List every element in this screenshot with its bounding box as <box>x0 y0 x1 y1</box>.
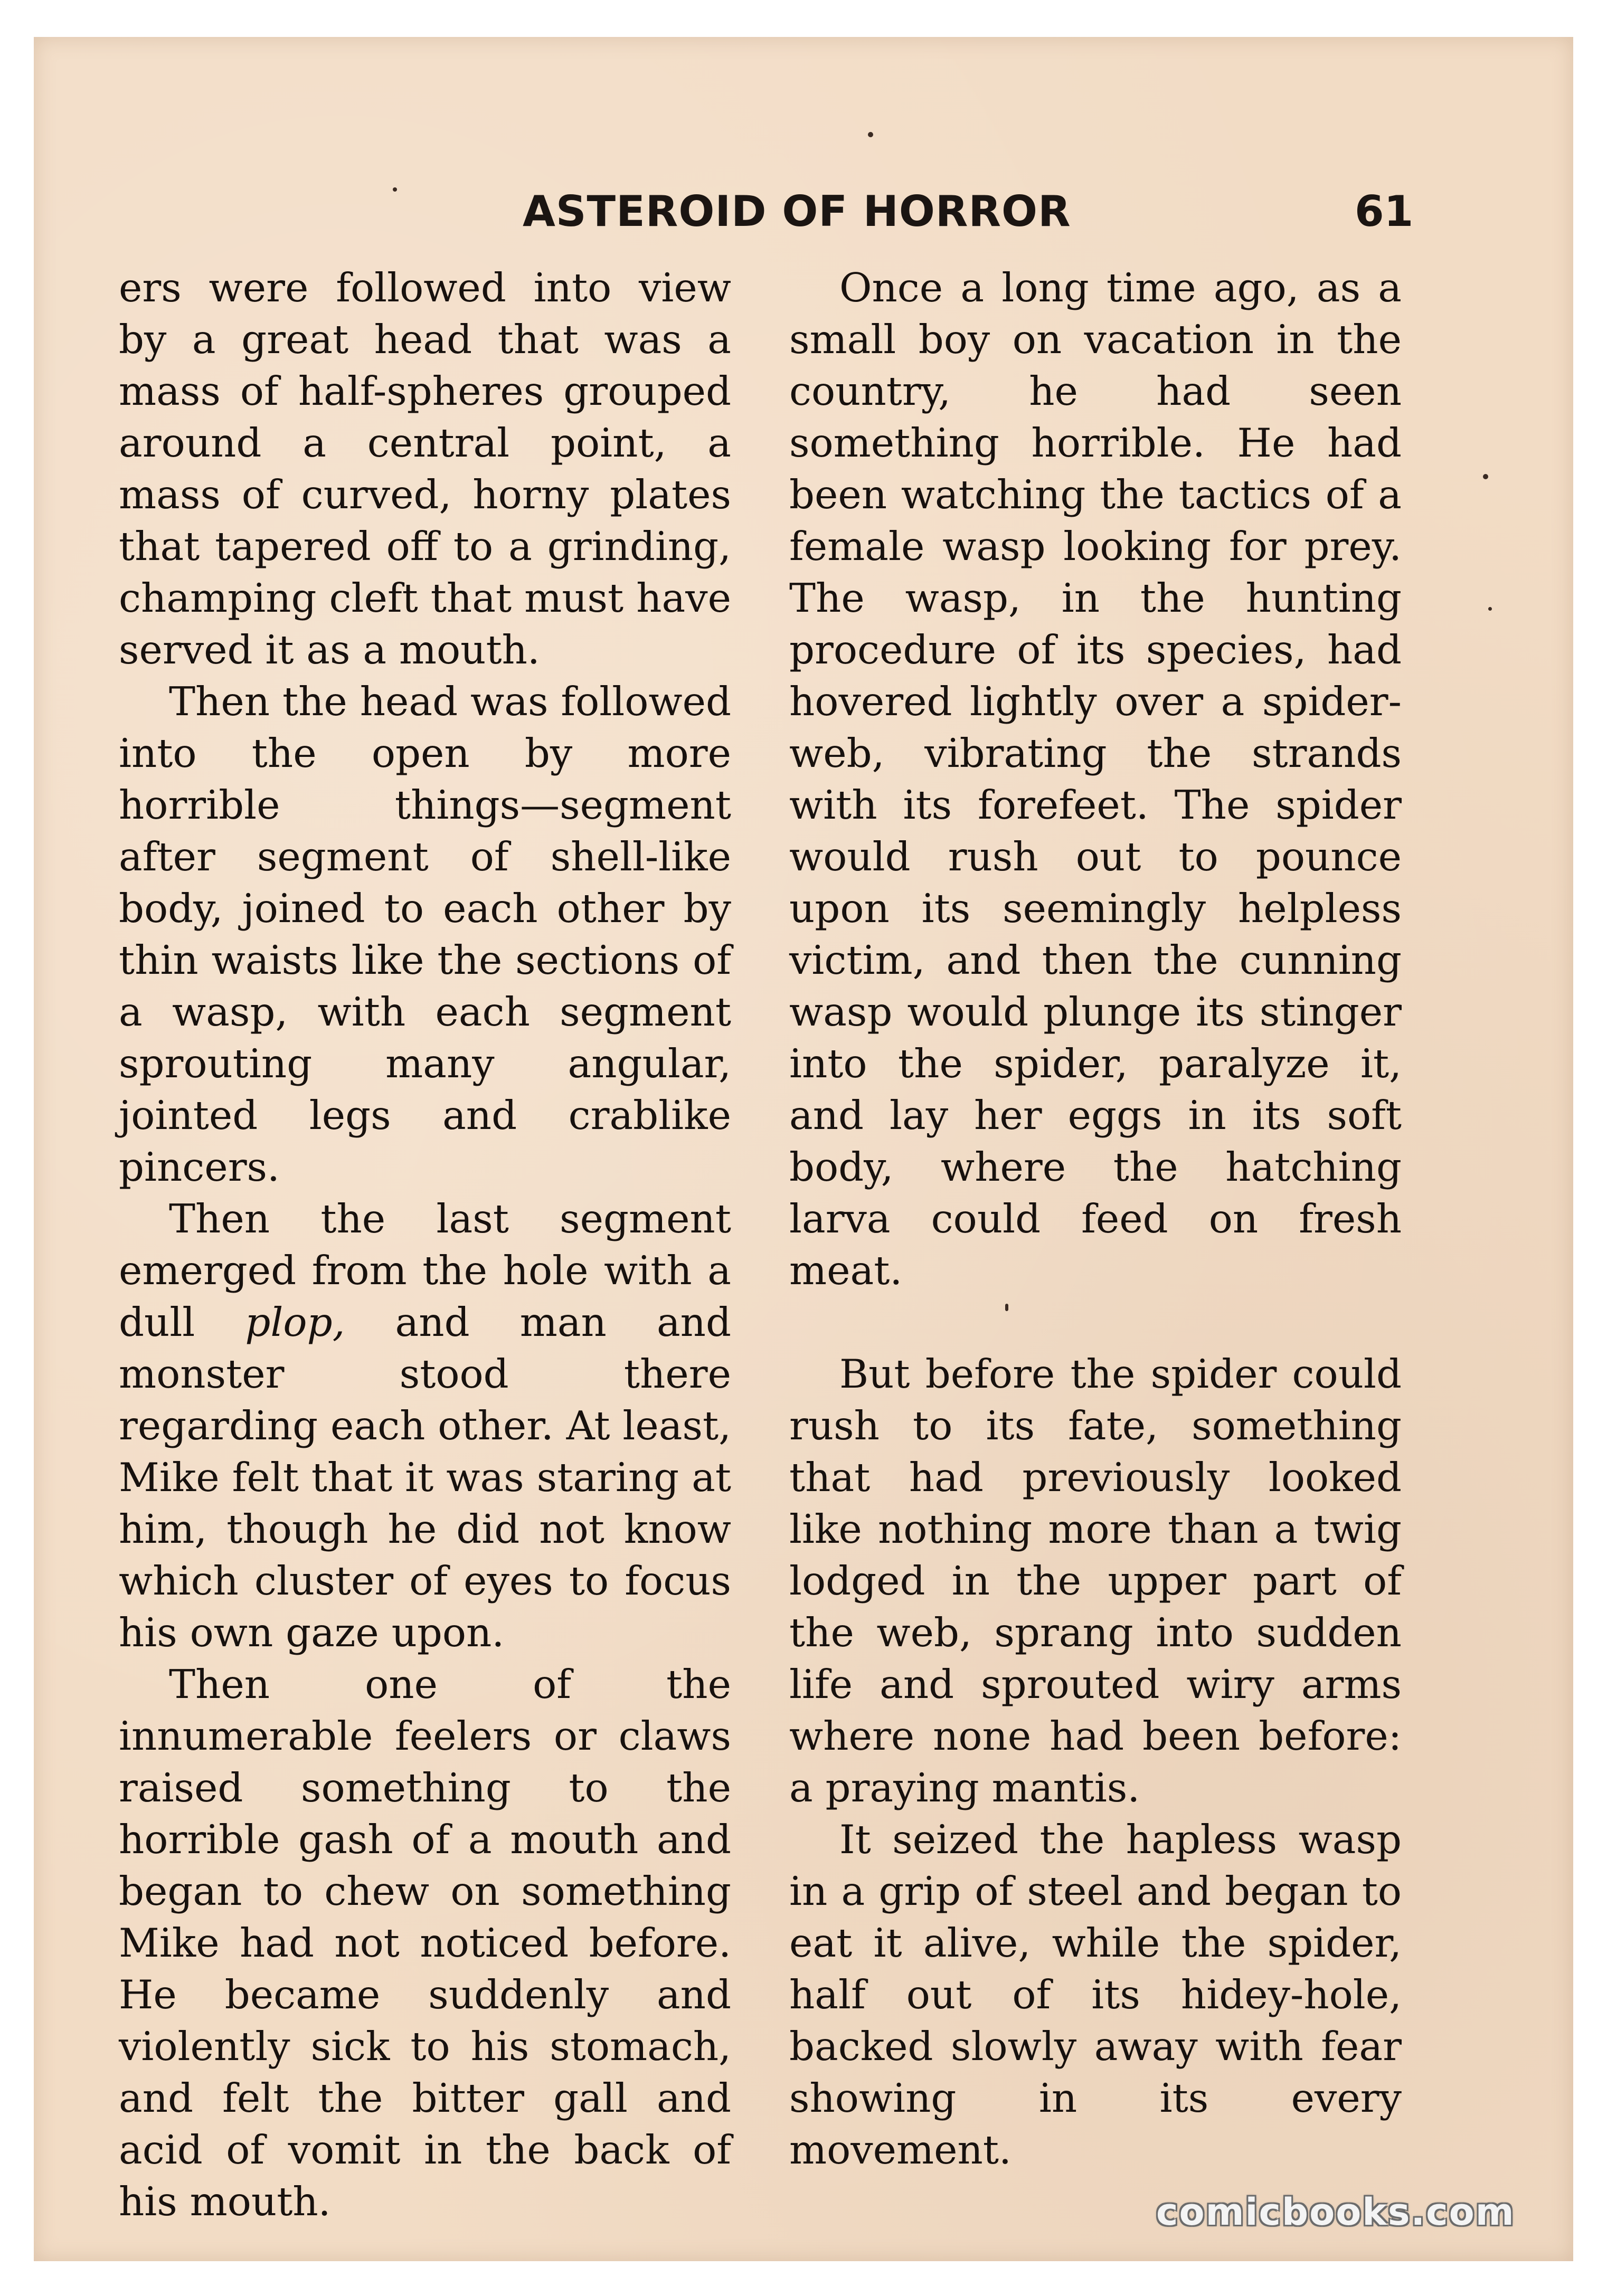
page-number: 61 <box>1355 187 1414 236</box>
left-column <box>119 262 731 2227</box>
paragraph: But before the spider could rush to its fate, something that had previously looked like nothing more than a twig lodged in the upper part of the web, sprang into sudden life and sprouted wiry arms where none had been before: a praying mantis. <box>789 1351 1402 1811</box>
ink-speck <box>1005 1304 1008 1311</box>
running-title: ASTEROID OF HORROR <box>523 187 1071 236</box>
italic-word: plop, <box>245 1299 345 1345</box>
ink-speck <box>393 187 397 192</box>
book-page <box>34 37 1573 2261</box>
running-header <box>34 187 1573 245</box>
paragraph: Once a long time ago, as a small boy on vacation in the country, he had seen something horrible. He had been watching the tactics of a female wasp looking for prey. The wasp, in the hunting procedure of its species, had hovered lightly over a spider-web, vibrating the strands with its forefeet. The spider would rush out to pounce upon its seemingly helpless victim, and then the cunning wasp would plunge its stinger into the spider, paralyze it, and lay her eggs in its soft body, where the hatching larva could feed on fresh meat. <box>789 264 1402 1294</box>
ink-speck <box>1483 474 1488 479</box>
ink-speck <box>868 132 873 137</box>
watermark-logo: comicbooks.com <box>1156 2190 1515 2234</box>
paragraph-text: Then the last segment emerged from the hole with a dull <box>119 1196 731 1345</box>
paragraph: Then one of the innumerable feelers or claws raised something to the horrible gash of a mouth and began to chew on something Mike had not noticed before. He became suddenly and violently sick to his stomach, and felt the bitter gall and acid of vomit in the back of his mouth. <box>119 1661 731 2225</box>
ink-speck <box>1488 607 1492 611</box>
right-column <box>789 262 1402 2176</box>
paragraph-text: and man and monster stood there regarding each other. At least, Mike felt that it was staring at him, though he did not know which cluster of eyes to focus his own gaze upon. <box>119 1299 731 1656</box>
paragraph: It seized the hapless wasp in a grip of steel and began to eat it alive, while the spider, half out of its hidey-hole, backed slowly away with fear showing in its every movement. <box>789 1816 1402 2173</box>
paragraph: ers were followed into view by a great head that was a mass of half-spheres grouped around a central point, a mass of curved, horny plates that tapered off to a grinding, champing cleft that must have served it as a mouth. <box>119 264 731 673</box>
paragraph <box>119 1193 731 1658</box>
paragraph: Then the head was followed into the open by more horrible things—segment after segment of shell-like body, joined to each other by thin waists like the sections of a wasp, with each segment sprouting many angular, jointed legs and crablike pincers. <box>119 678 731 1190</box>
